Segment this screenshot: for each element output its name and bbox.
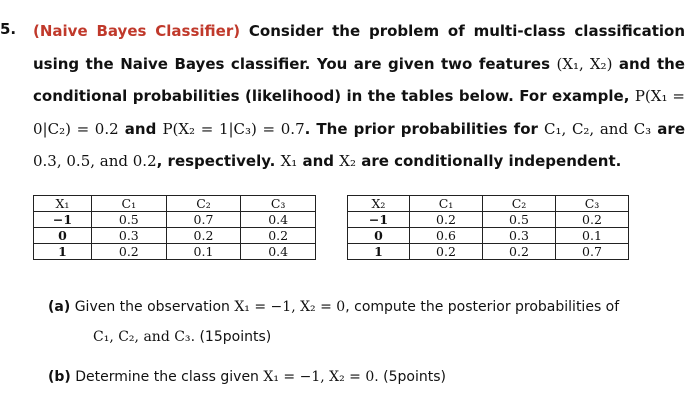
table-cell: 0.2	[166, 228, 241, 244]
table-cell: 0.2	[483, 244, 556, 260]
table-cell: 0.7	[166, 212, 241, 228]
table-header-cell: C₃	[241, 196, 316, 212]
part-b	[48, 367, 446, 387]
table-row-label: 1	[34, 244, 92, 260]
part-a-observation: X₁ = −1, X₂ = 0	[234, 299, 346, 315]
table-header-cell: C₂	[166, 196, 241, 212]
question-number: 5.	[0, 20, 17, 38]
part-b-points: . (5points)	[374, 369, 446, 385]
priors-text: . The prior probabilities for	[304, 119, 545, 138]
part-b-observation: X₁ = −1, X₂ = 0	[263, 369, 375, 385]
table-cell: 0.3	[483, 228, 556, 244]
table-row	[34, 244, 316, 260]
question-text	[33, 15, 685, 178]
table-row	[348, 244, 629, 260]
x1-math: X₁	[280, 152, 298, 170]
features-math: (X₁, X₂)	[556, 54, 613, 73]
table-cell: 0.2	[556, 212, 629, 228]
part-b-label: (b)	[48, 369, 71, 385]
part-a-classes: C₁, C₂, and C₃	[93, 329, 191, 345]
table-row-label: 1	[348, 244, 410, 260]
table-row-label: 0	[348, 228, 410, 244]
likelihood-table-x2	[347, 195, 629, 260]
part-a-label: (a)	[48, 299, 71, 315]
part-a-text-2: , compute the posterior probabilities of	[345, 299, 620, 315]
table-cell: 0.4	[241, 212, 316, 228]
table-row	[34, 228, 316, 244]
table-header-cell: C₁	[92, 196, 167, 212]
example-2-math: P(X₂ = 1|C₃) = 0.7	[162, 119, 305, 138]
table-cell: 0.2	[410, 244, 483, 260]
part-a-text-1: Given the observation	[70, 299, 235, 315]
table-header-cell: C₃	[556, 196, 629, 212]
priors-math: 0.3, 0.5, and 0.2	[33, 152, 157, 170]
table-header-row	[348, 196, 629, 212]
table-header-cell: X₂	[348, 196, 410, 212]
table-row-label: −1	[34, 212, 92, 228]
independence-text: are conditionally independent.	[355, 152, 622, 170]
intro-text-2: and the conditional probabilities (likelihood) in the tables below. For example,	[33, 54, 685, 105]
classes-math: C₁, C₂, and C₃	[544, 119, 652, 138]
table-row-label: −1	[348, 212, 410, 228]
part-a-points: . (15points)	[190, 329, 272, 345]
table-header-row	[34, 196, 316, 212]
table-cell: 0.5	[483, 212, 556, 228]
table-cell: 0.2	[241, 228, 316, 244]
table-header-cell: C₂	[483, 196, 556, 212]
table-cell: 0.7	[556, 244, 629, 260]
intro-text: Consider the problem of multi-class classification using the Naive Bayes classifier. You are given two features	[33, 22, 685, 73]
table-cell: 0.6	[410, 228, 483, 244]
table-cell: 0.2	[410, 212, 483, 228]
table-cell: 0.1	[166, 244, 241, 260]
table-cell: 0.3	[92, 228, 167, 244]
table-row-label: 0	[34, 228, 92, 244]
are-text: are	[651, 119, 686, 138]
table-row	[348, 212, 629, 228]
question-title: (Naive Bayes Classifier)	[33, 22, 241, 40]
table-cell: 0.2	[92, 244, 167, 260]
table-cell: 0.4	[241, 244, 316, 260]
table-cell: 0.5	[92, 212, 167, 228]
table-header-cell: C₁	[410, 196, 483, 212]
respectively-text: , respectively.	[156, 152, 281, 170]
likelihood-table-x1	[33, 195, 316, 260]
example-1-math: P(X₁ = 0|C₂) = 0.2	[33, 87, 686, 138]
part-a	[48, 292, 684, 352]
and-text-2: and	[297, 152, 340, 170]
table-row	[34, 212, 316, 228]
table-header-cell: X₁	[34, 196, 92, 212]
table-row	[348, 228, 629, 244]
and-text-1: and	[118, 119, 163, 138]
table-cell: 0.1	[556, 228, 629, 244]
x2-math: X₂	[339, 152, 356, 170]
part-b-text-1: Determine the class given	[70, 369, 264, 385]
